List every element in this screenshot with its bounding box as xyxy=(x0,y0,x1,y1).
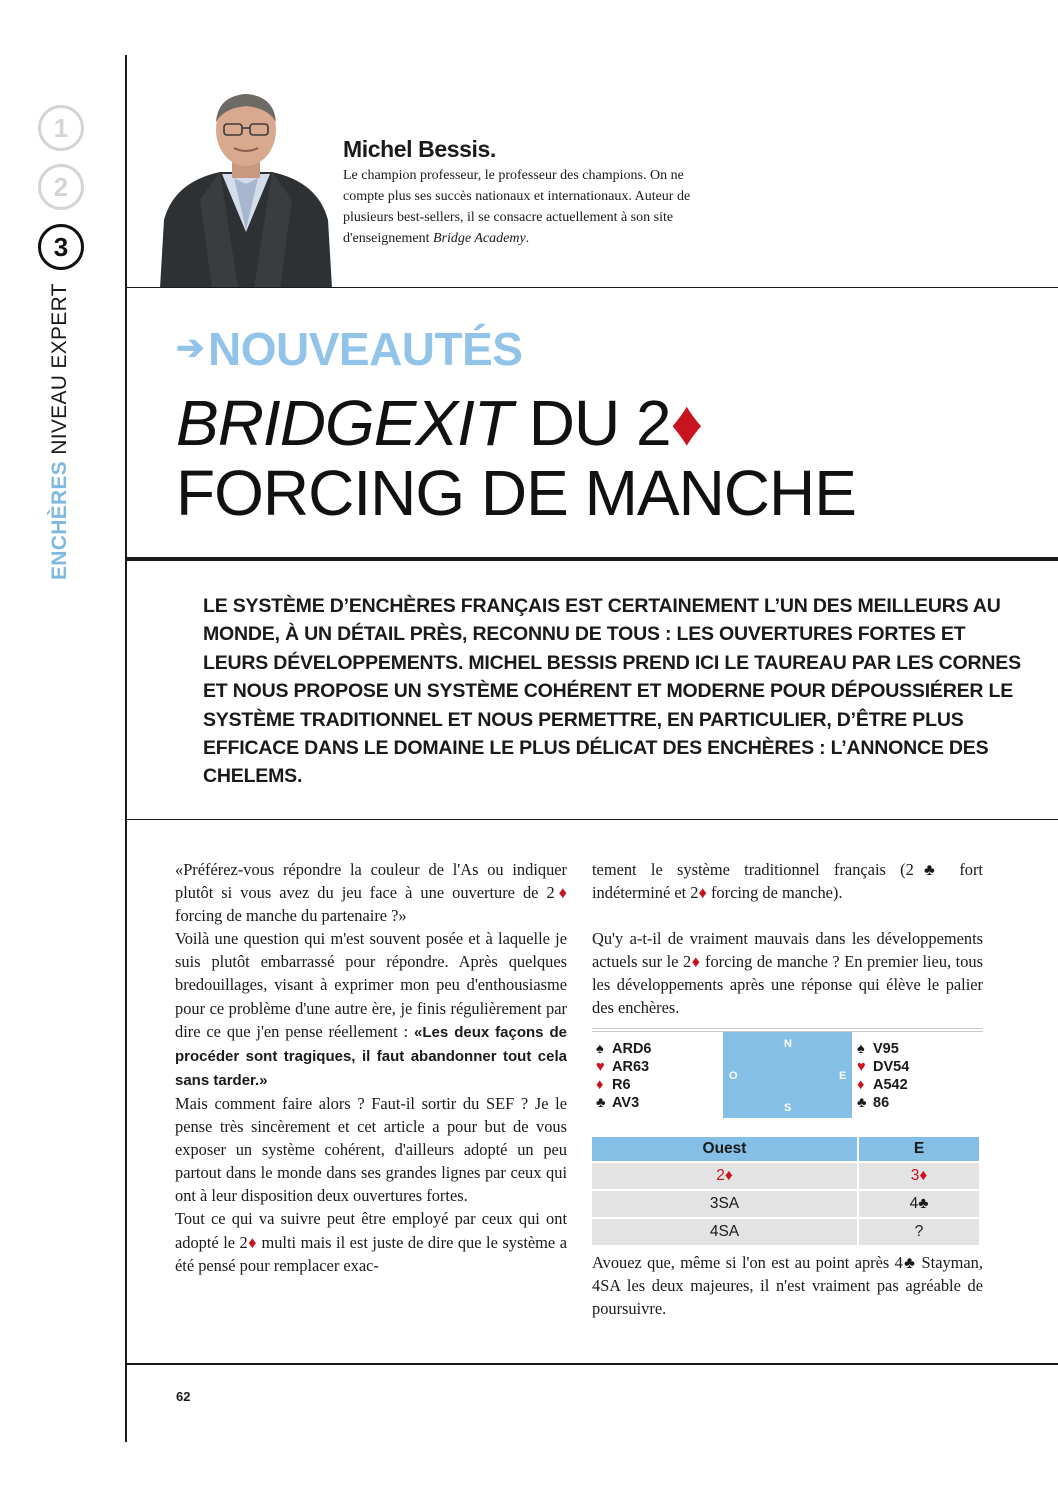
author-bio: Le champion professeur, le professeur des champions. On ne compte plus ses succès nationaux et internationaux. Auteur de plusieurs best-sellers, il se consacre actuellement à son site d'enseignement Bridge Academy. xyxy=(343,168,691,246)
body-column-2-end xyxy=(592,1251,983,1320)
level-3-badge: 3 xyxy=(38,224,84,270)
section-label xyxy=(48,283,72,580)
club-icon: ♣ xyxy=(596,1095,606,1111)
table-header-row xyxy=(592,1137,979,1161)
title-line-2: FORCING DE MANCHE xyxy=(176,457,856,529)
table-row xyxy=(592,1219,979,1245)
compass-box xyxy=(723,1032,852,1118)
body-column-2 xyxy=(592,858,983,1020)
bid-cell: ? xyxy=(859,1219,979,1245)
page-number: 62 xyxy=(176,1389,191,1404)
table-row xyxy=(592,1163,979,1189)
spade-icon: ♠ xyxy=(857,1041,865,1057)
footer-rule xyxy=(127,1363,1058,1365)
body-column-1 xyxy=(175,858,567,1277)
club-icon: ♣ xyxy=(857,1095,867,1111)
author-site: Bridge Academy xyxy=(433,231,526,246)
bold-quote: «Les deux façons de procéder sont tragiques, il faut abandonner tout cela sans tarder.» xyxy=(175,1023,567,1089)
title-rule xyxy=(127,557,1058,561)
paragraph: Mais comment faire alors ? Faut-il sortir du SEF ? Je le pense très sincèrement et cet article a pour but de vous exposer un système cohérent, d'ailleurs adopté un peu partout dans le monde dans ses grandes lignes par ceux qui ont à leur disposition deux ouvertures fortes. xyxy=(175,1093,567,1206)
diamond-icon: ♦ xyxy=(857,1077,865,1093)
bid-cell: 3♦ xyxy=(859,1163,979,1189)
kicker xyxy=(176,322,522,376)
diamond-icon: ♦ xyxy=(596,1077,604,1093)
paragraph: Qu'y a-t-il de vraiment mauvais dans les développements actuels sur le 2♦ forcing de manche ? En premier lieu, tous les développements après une réponse qui élève le palier des enchères. xyxy=(592,929,983,1018)
paragraph: tement le système traditionnel français (2♣ fort indéterminé et 2♦ forcing de manche). xyxy=(592,860,983,903)
compass-north: N xyxy=(784,1038,792,1050)
bid-cell: 3SA xyxy=(592,1191,857,1217)
paragraph: «Préférez-vous répondre la couleur de l'As ou indiquer plutôt si vous avez du jeu face à une ouverture de 2♦ forcing de manche du partenaire ?» xyxy=(175,860,567,926)
spade-icon: ♠ xyxy=(596,1041,604,1057)
paragraph: Tout ce qui va suivre peut être employé par ceux qui ont adopté le 2♦ multi mais il est juste de dire que le système a été pensé pour remplacer exac- xyxy=(175,1209,567,1275)
diamond-suit-icon: ♦ xyxy=(670,387,703,459)
paragraph: Voilà une question qui m'est souvent posée et à laquelle je suis plutôt embarrassé pour répondre. Après quelques bredouillages, visant à exprimer mon peu d'enthousiasme pour ce problème d'une autre ère, je finis régulièrement par dire ce que j'en pense réellement : «Les deux façons de procéder sont tragiques, il faut abandonner tout cela sans tarder.» xyxy=(175,929,567,1089)
table-row xyxy=(592,1191,979,1217)
bid-cell: 4♣ xyxy=(859,1191,979,1217)
paragraph: Avouez que, même si l'on est au point après 4♣ Stayman, 4SA les deux majeures, il n'est vraiment pas agréable de poursuivre. xyxy=(592,1253,983,1319)
west-hand: ♠ ARD6 ♥ AR63 ♦ R6 ♣ AV3 xyxy=(596,1041,652,1111)
compass-west: O xyxy=(729,1070,738,1082)
margin-rule xyxy=(125,55,127,1442)
kicker-text: NOUVEAUTÉS xyxy=(208,323,523,375)
arrow-right-icon: ➔ xyxy=(176,329,204,367)
level-1-badge: 1 xyxy=(38,105,84,151)
bid-cell: 4SA xyxy=(592,1219,857,1245)
header-rule xyxy=(127,287,1058,288)
compass-south: S xyxy=(784,1102,792,1114)
category-label: ENCHÈRES xyxy=(48,460,71,580)
column-header-est: E xyxy=(859,1137,979,1161)
title-italic: BRIDGEXIT xyxy=(176,387,512,459)
author-photo xyxy=(160,90,332,288)
compass-east: E xyxy=(839,1070,847,1082)
heart-icon: ♥ xyxy=(857,1059,866,1075)
heart-icon: ♥ xyxy=(596,1059,605,1075)
level-label: NIVEAU EXPERT xyxy=(48,283,71,455)
author-name: Michel Bessis. xyxy=(343,136,496,162)
title-rest: DU 2 xyxy=(511,387,671,459)
column-header-ouest: Ouest xyxy=(592,1137,857,1161)
deal-diagram xyxy=(592,1028,983,1120)
article-title xyxy=(176,388,856,528)
lead-paragraph: LE SYSTÈME D’ENCHÈRES FRANÇAIS EST CERTAINEMENT L’UN DES MEILLEURS AU MONDE, À UN DÉTAIL PRÈS, RECONNU DE TOUS : LES OUVERTURES FORTES ET LEURS DÉVELOPPEMENTS. MICHEL BESSIS PREND ICI LE TAUREAU PAR LES CORNES ET NOUS PROPOSE UN SYSTÈME COHÉRENT ET MODERNE POUR DÉPOUSSIÉRER LE SYSTÈME TRADITIONNEL ET NOUS PERMETTRE, EN PARTICULIER, D’ÊTRE PLUS EFFICACE DANS LE DOMAINE LE PLUS DÉLICAT DES ENCHÈRES : L’ANNONCE DES CHELEMS. xyxy=(203,595,1021,788)
lead-rule xyxy=(127,819,1058,820)
bidding-table xyxy=(590,1135,981,1247)
level-2-badge: 2 xyxy=(38,164,84,210)
east-hand: ♠ V95 ♥ DV54 ♦ A542 ♣ 86 xyxy=(857,1041,910,1111)
bid-cell: 2♦ xyxy=(592,1163,857,1189)
